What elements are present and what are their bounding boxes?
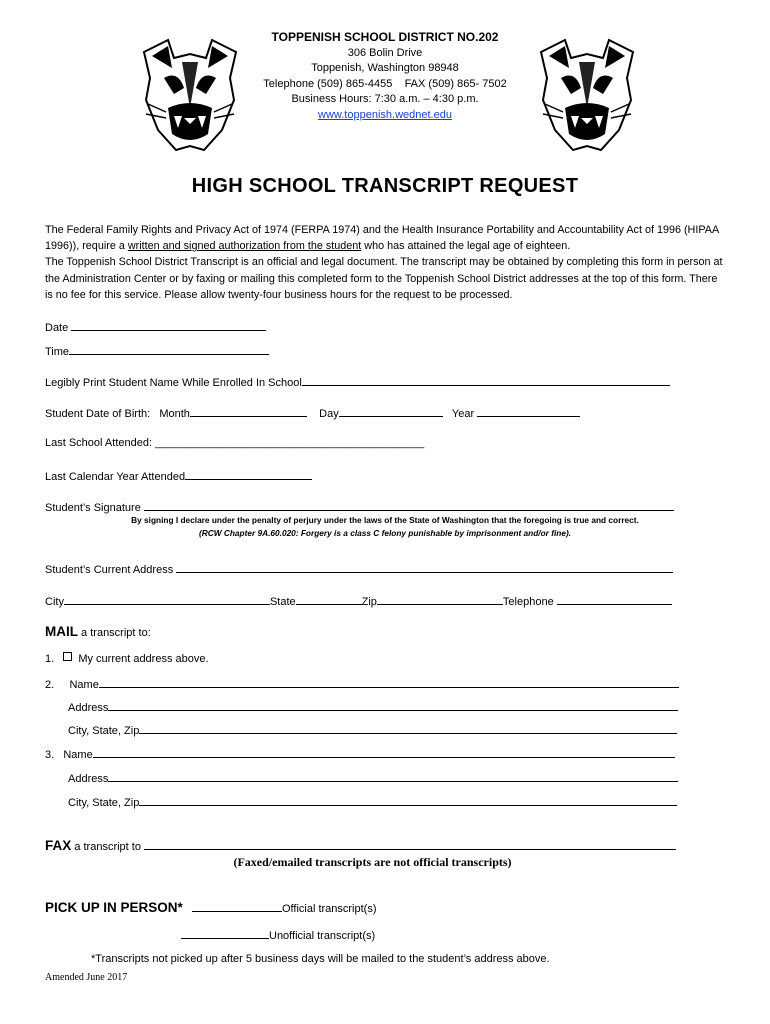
pickup-footnote: *Transcripts not picked up after 5 business days will be mailed to the student’s address above.	[91, 953, 550, 965]
perjury-declaration: By signing I declare under the penalty of perjury under the laws of the State of Washington that the foregoing is true and correct. (RCW Chapter 9A.60.020: Forgery is a class C felony punishable by imprisonment and/or fine).	[131, 515, 639, 538]
mail-option-2-csz[interactable]: City, State, Zip	[68, 722, 677, 738]
date-field[interactable]: Date	[45, 319, 266, 335]
district-name: TOPPENISH SCHOOL DISTRICT NO.202	[271, 30, 499, 44]
fax-field[interactable]: FAX a transcript to	[45, 838, 676, 854]
intro-text: The Federal Family Rights and Privacy Act of 1974 (FERPA 1974) and the Health Insurance Portability and Accountability Act of 1996 (HIPAA 1996)), require a written and signed authorization from the student who has attained the legal age of eighteen. The Toppenish School District Transcript is an official and legal document. The transcript may be obtained by completing this form in person at the Administration Center or by faxing or mailing this completed form to the Toppenish School District addresses at the top of this form. There is no fee for this service. Please allow twenty-four business hours for the request to be processed.	[45, 222, 725, 303]
mail-option-2-name[interactable]: 2. Name	[45, 676, 679, 692]
current-address-checkbox[interactable]	[63, 652, 72, 661]
last-school-field[interactable]: Last School Attended: ____________________________________________	[45, 437, 425, 449]
intro-paragraph-2: The Toppenish School District Transcript is an official and legal document. The transcript may be obtained by completing this form in person at the Administration Center or by faxing or mailing this completed form to the Toppenish School District addresses at the top of this form. There is no fee for this service. Please allow twenty-four business hours for the request to be processed.	[45, 256, 723, 301]
city-state-zip-phone-field[interactable]: City State Zip Telephone	[45, 593, 672, 609]
student-name-field[interactable]: Legibly Print Student Name While Enrolled In School	[45, 374, 670, 390]
pickup-official[interactable]: PICK UP IN PERSON* Official transcript(s)	[45, 900, 377, 915]
mail-option-3-address[interactable]: Address	[68, 770, 678, 786]
mail-heading: MAIL a transcript to:	[45, 624, 151, 639]
mail-option-3-csz[interactable]: City, State, Zip	[68, 794, 677, 810]
district-address: 306 Bolin Drive	[347, 46, 423, 59]
district-website-link[interactable]: www.toppenish.wednet.edu	[318, 108, 452, 121]
mail-option-3-name[interactable]: 3. Name	[45, 746, 675, 762]
current-address-field[interactable]: Student’s Current Address	[45, 561, 673, 577]
time-field[interactable]: Time	[45, 343, 269, 359]
district-phone-fax: Telephone (509) 865-4455 FAX (509) 865- 7502	[263, 77, 507, 90]
amended-date: Amended June 2017	[45, 972, 128, 983]
pickup-unofficial[interactable]: Unofficial transcript(s)	[181, 927, 375, 943]
page-title: HIGH SCHOOL TRANSCRIPT REQUEST	[191, 175, 579, 197]
business-hours: Business Hours: 7:30 a.m. – 4:30 p.m.	[291, 93, 479, 105]
dob-field[interactable]: Student Date of Birth: Month Day Year	[45, 405, 580, 421]
mail-option-1: 1. My current address above.	[45, 653, 209, 665]
district-city: Toppenish, Washington 98948	[311, 62, 459, 74]
signature-field[interactable]: Student’s Signature	[45, 499, 674, 515]
letterhead	[0, 30, 770, 123]
fax-note: (Faxed/emailed transcripts are not official transcripts)	[233, 855, 512, 869]
last-year-field[interactable]: Last Calendar Year Attended	[45, 468, 312, 484]
mail-option-2-address[interactable]: Address	[68, 699, 678, 715]
